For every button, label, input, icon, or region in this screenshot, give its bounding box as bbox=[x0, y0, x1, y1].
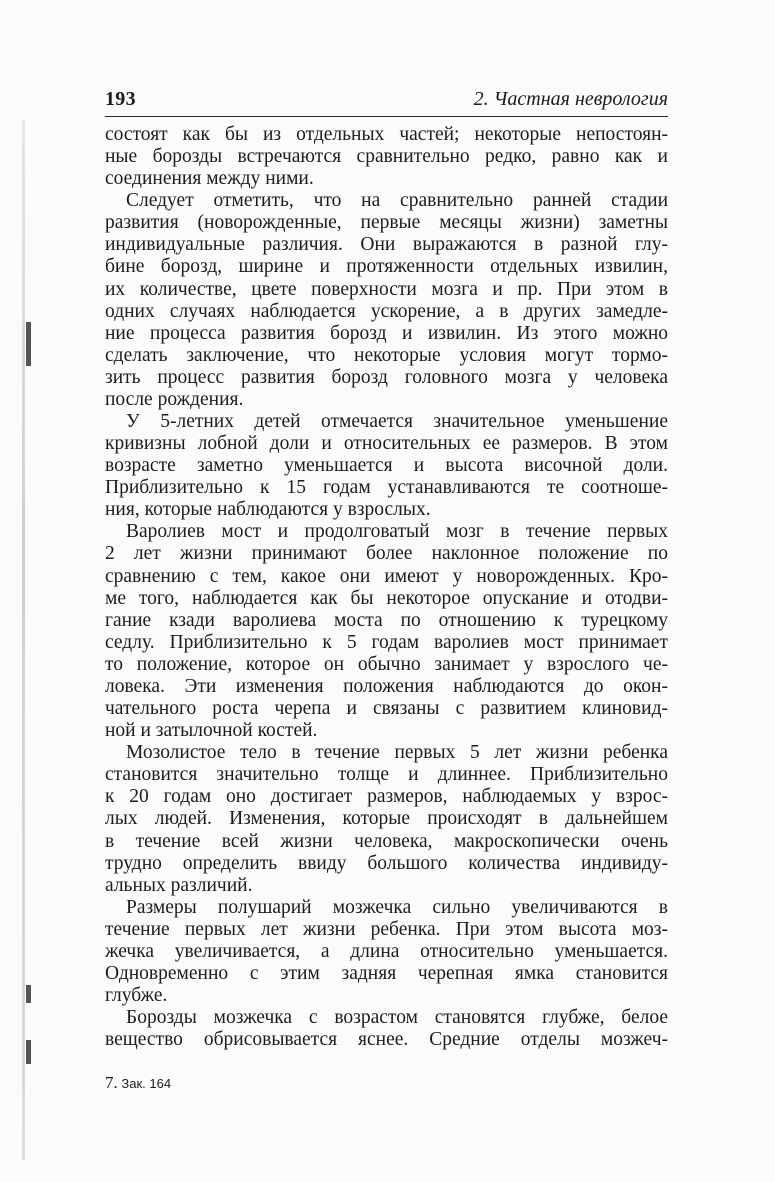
text-line: сравнению с тем, какое они имеют у новорожденных. Кро- bbox=[105, 565, 668, 587]
text-line: соединения между ними. bbox=[105, 168, 314, 190]
paragraph bbox=[105, 190, 668, 411]
paragraph bbox=[105, 124, 668, 190]
text-line: развития (новорожденные, первые месяцы жизни) заметны bbox=[105, 212, 668, 234]
text-line: к 20 годам оно достигает размеров, наблюдаемых у взрос- bbox=[105, 786, 668, 808]
text-line: ния, которые наблюдаются у взрослых. bbox=[105, 499, 431, 521]
text-line: 2 лет жизни принимают более наклонное положение по bbox=[105, 543, 668, 565]
paragraph bbox=[105, 411, 668, 521]
running-header bbox=[105, 88, 668, 117]
text-line: индивидуальные различия. Они выражаются в разной глу- bbox=[105, 234, 668, 256]
text-line: У 5-летних детей отмечается значительное уменьшение bbox=[126, 411, 668, 433]
text-line: Одновременно с этим задняя черепная ямка становится bbox=[105, 962, 668, 984]
text-line: чательного роста черепа и связаны с развитием клиновид- bbox=[105, 698, 668, 720]
text-line: после рождения. bbox=[105, 388, 244, 410]
text-line: трудно определить ввиду большого количества индивиду- bbox=[105, 852, 668, 874]
text-line: Приблизительно к 15 годам устанавливаются те соотноше- bbox=[105, 477, 668, 499]
text-line: зить процесс развития борозд головного мозга у человека bbox=[105, 366, 668, 388]
text-line: Мозолистое тело в течение первых 5 лет жизни ребенка bbox=[126, 742, 668, 764]
scan-artifact-mark bbox=[26, 1040, 31, 1064]
text-line: кривизны лобной доли и относительных ее размеров. В этом bbox=[105, 433, 668, 455]
text-line: альных различий. bbox=[105, 874, 253, 896]
text-line: бине борозд, ширине и протяженности отдельных извилин, bbox=[105, 256, 668, 278]
text-line: их количестве, цвете поверхности мозга и пр. При этом в bbox=[105, 278, 668, 300]
text-line: становится значительно толще и длиннее. Приблизительно bbox=[105, 764, 668, 786]
text-line: ные борозды встречаются сравнительно редко, равно как и bbox=[105, 146, 668, 168]
text-line: жечка увеличивается, а длина относительно уменьшается. bbox=[105, 940, 668, 962]
text-line: лых людей. Изменения, которые происходят в дальнейшем bbox=[105, 808, 668, 830]
paragraph bbox=[105, 742, 668, 897]
signature-text: Зак. 164 bbox=[121, 1076, 172, 1091]
scan-artifact-mark bbox=[26, 322, 31, 366]
section-title: 2. Частная неврология bbox=[473, 88, 668, 110]
paragraph bbox=[105, 521, 668, 742]
paragraph bbox=[105, 897, 668, 1007]
text-line: сделать заключение, что некоторые условия могут тормо- bbox=[105, 344, 668, 366]
text-line: глубже. bbox=[105, 985, 168, 1007]
text-line: ной и затылочной костей. bbox=[105, 720, 318, 742]
paragraph bbox=[105, 1007, 668, 1051]
scan-artifact-mark bbox=[26, 985, 31, 1003]
signature-number: 7. bbox=[105, 1073, 118, 1092]
text-line: ловека. Эти изменения положения наблюдаются до окон- bbox=[105, 675, 668, 697]
body-text bbox=[105, 124, 668, 1051]
text-line: вещество обрисовывается яснее. Средние отделы мозжеч- bbox=[105, 1029, 668, 1051]
text-line: Следует отметить, что на сравнительно ранней стадии bbox=[126, 190, 668, 212]
text-line: течение первых лет жизни ребенка. При этом высота моз- bbox=[105, 918, 668, 940]
text-line: Борозды мозжечка с возрастом становятся глубже, белое bbox=[126, 1007, 668, 1029]
text-line: гание кзади варолиева моста по отношению к турецкому bbox=[105, 609, 668, 631]
text-line: седлу. Приблизительно к 5 годам варолиев мост принимает bbox=[105, 631, 668, 653]
text-line: ние процесса развития борозд и извилин. Из этого можно bbox=[105, 322, 668, 344]
printer-signature bbox=[105, 1073, 171, 1093]
text-line: Размеры полушарий мозжечка сильно увеличиваются в bbox=[126, 896, 668, 918]
text-line: Варолиев мост и продолговатый мозг в течение первых bbox=[126, 521, 668, 543]
scan-binding-edge bbox=[22, 120, 25, 1160]
page-number: 193 bbox=[105, 88, 136, 110]
text-line: в течение всей жизни человека, макроскопически очень bbox=[105, 830, 668, 852]
text-line: то положение, которое он обычно занимает у взрослого че- bbox=[105, 653, 668, 675]
text-line: состоят как бы из отдельных частей; некоторые непостоян- bbox=[105, 124, 668, 145]
text-line: возрасте заметно уменьшается и высота височной доли. bbox=[105, 455, 668, 477]
text-line: одних случаях наблюдается ускорение, а в других замедле- bbox=[105, 300, 668, 322]
text-line: ме того, наблюдается как бы некоторое опускание и отодви- bbox=[105, 587, 668, 609]
